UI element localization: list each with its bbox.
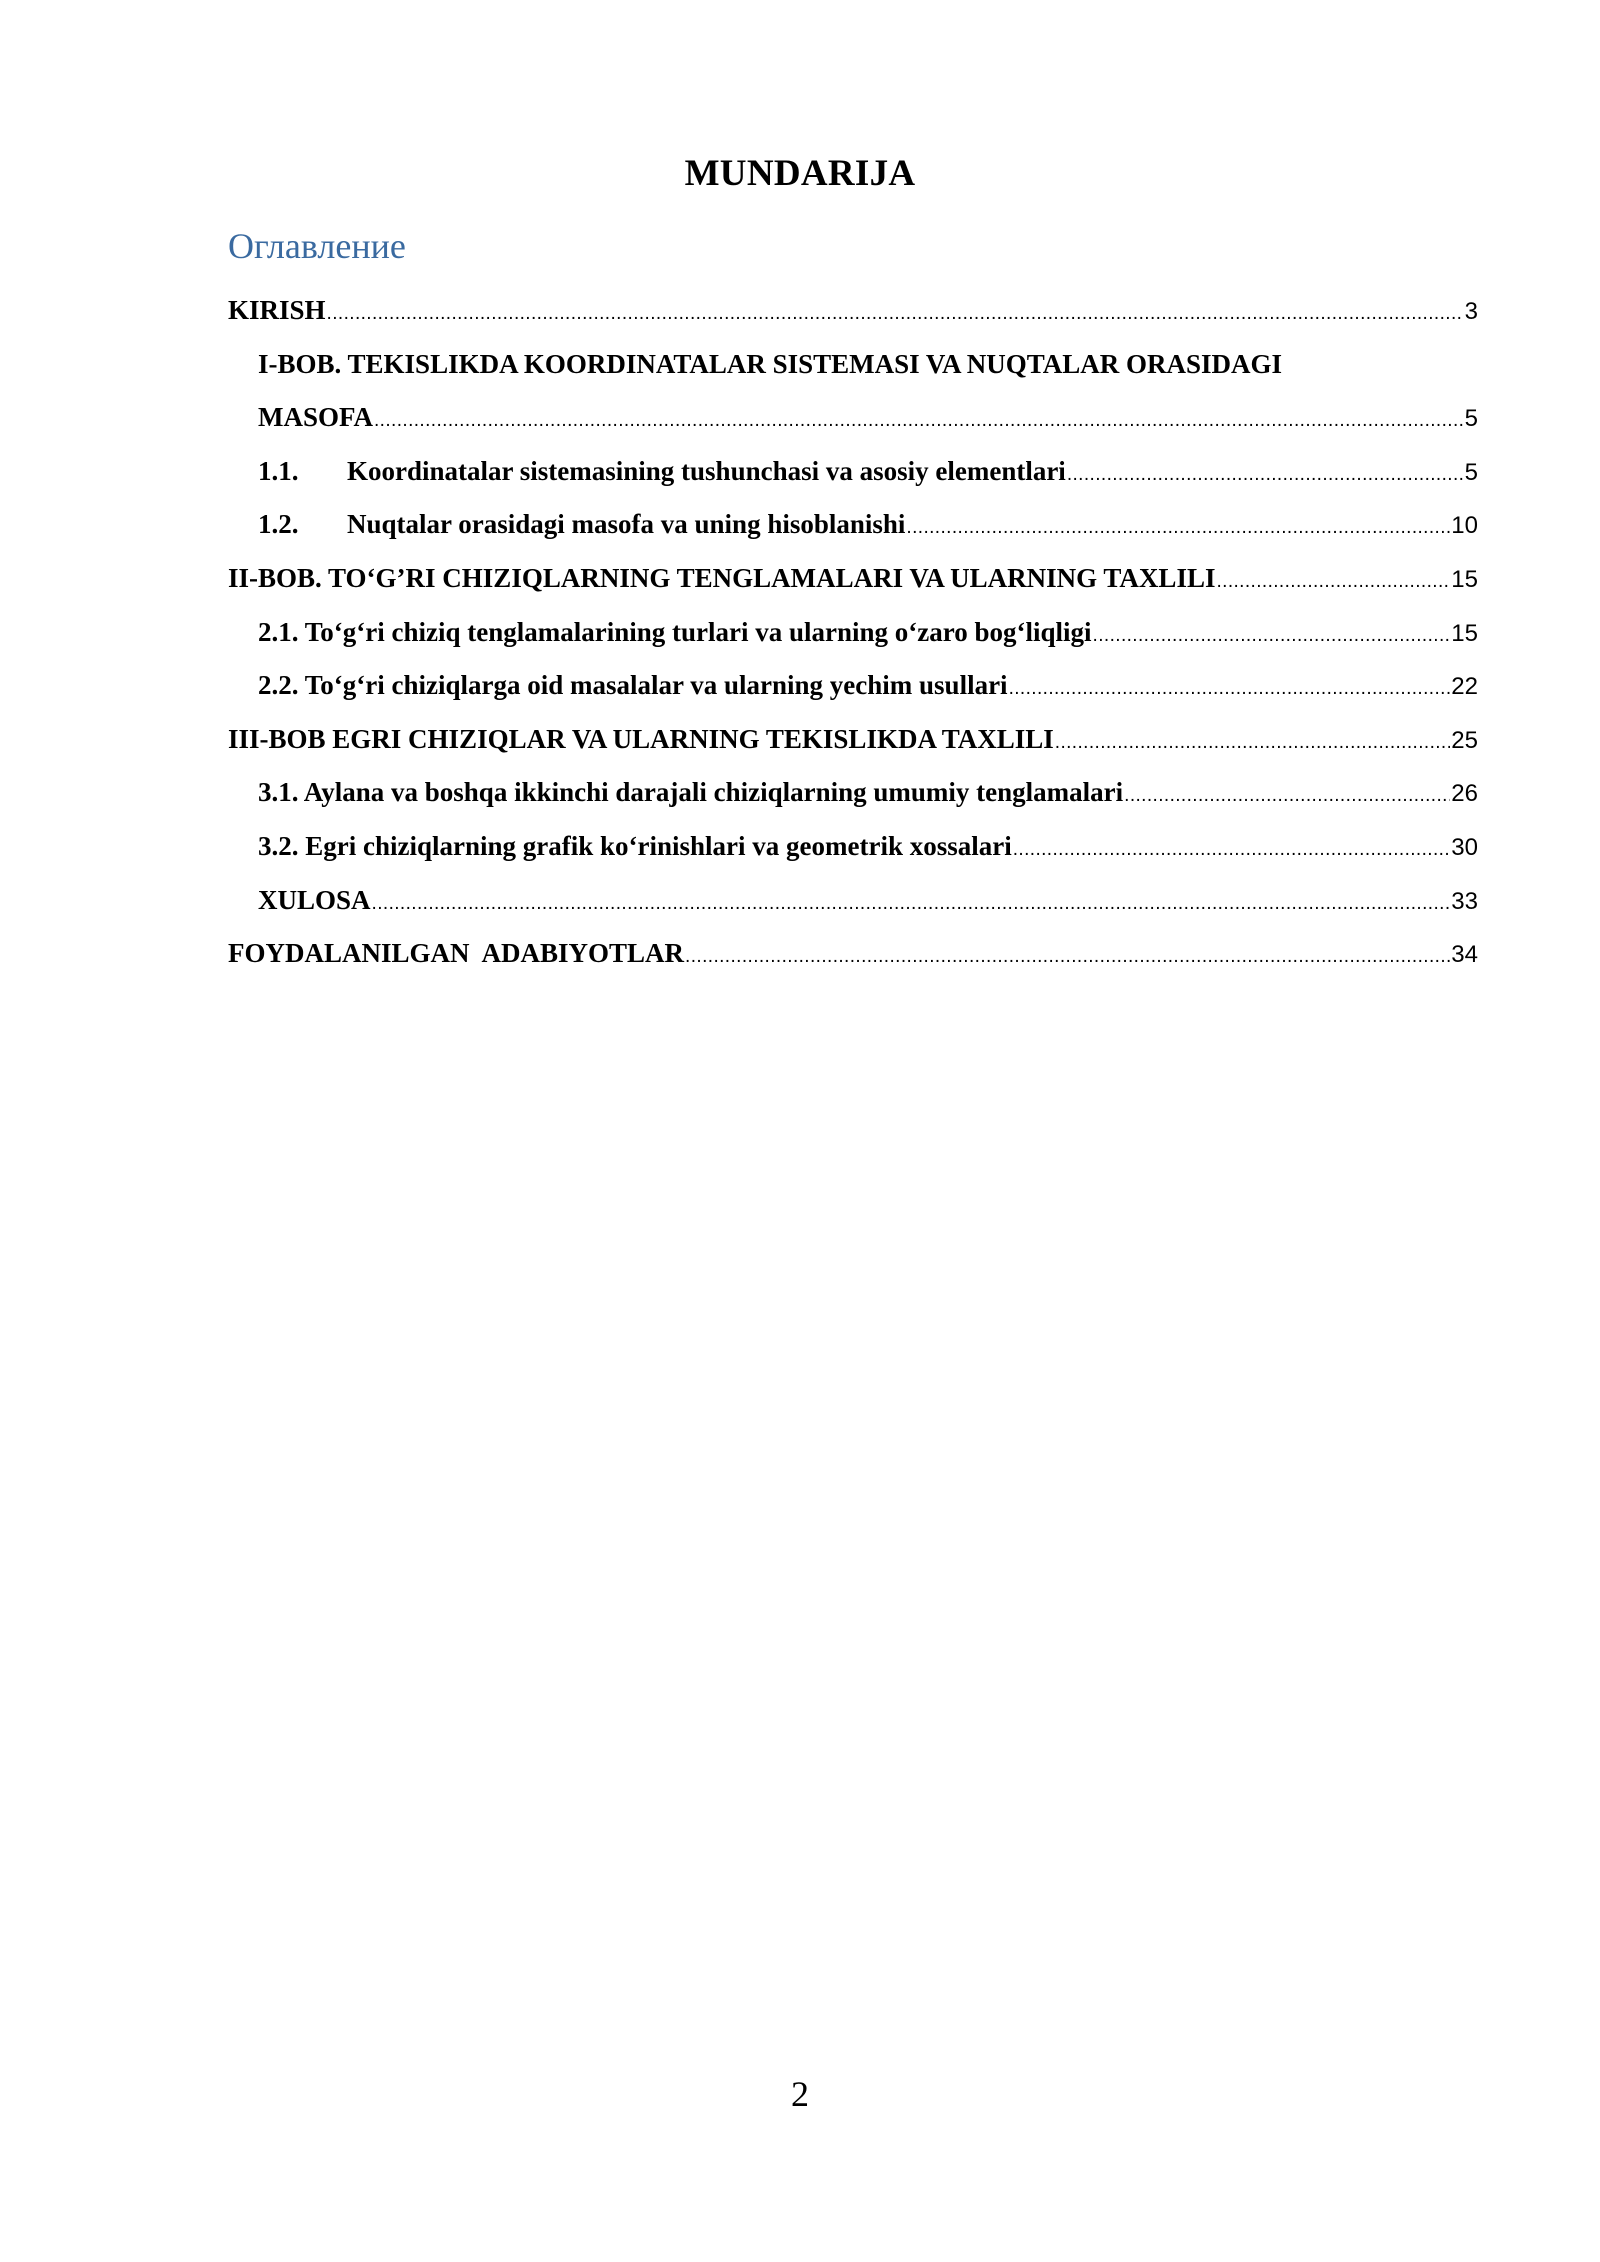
toc-entry-section-1-2[interactable] bbox=[228, 498, 1478, 552]
toc-dot-leader bbox=[374, 394, 1464, 448]
toc-dot-leader bbox=[372, 877, 1451, 931]
toc-entry-text: I-BOB. TEKISLIKDA KOORDINATALAR SISTEMASI VA NUQTALAR ORASIDAGI bbox=[258, 348, 1282, 379]
toc-entry-text: 3.1. Aylana va boshqa ikkinchi darajali chiziqlarning umumiy tenglamalari bbox=[258, 777, 1124, 808]
toc-page-number: 5 bbox=[1464, 458, 1478, 486]
toc-entry-section-3-2[interactable] bbox=[228, 820, 1478, 874]
toc-entry-text: 3.2. Egri chiziqlarning grafik ko‘rinishlari va geometrik xossalari bbox=[258, 830, 1012, 861]
toc-dot-leader bbox=[906, 501, 1450, 555]
toc-entry-label bbox=[258, 445, 1066, 499]
toc-section-number: 1.1. bbox=[258, 455, 299, 486]
toc-entry-section-2-2[interactable] bbox=[228, 659, 1478, 713]
toc-page-number: 15 bbox=[1451, 565, 1478, 593]
toc-page-number: 5 bbox=[1464, 405, 1478, 433]
toc-entry-references[interactable] bbox=[228, 927, 1478, 981]
toc-dot-leader bbox=[1013, 823, 1451, 877]
toc-entry-text: Nuqtalar orasidagi masofa va uning hisoblanishi bbox=[347, 509, 906, 540]
document-title: MUNDARIJA bbox=[684, 153, 916, 194]
toc-heading: Оглавление bbox=[228, 226, 406, 266]
toc-page-number: 33 bbox=[1451, 887, 1478, 915]
toc-dot-leader bbox=[685, 930, 1450, 984]
toc-entry-label bbox=[258, 498, 905, 552]
toc-section-number: 1.2. bbox=[258, 509, 299, 540]
toc-dot-leader bbox=[1124, 769, 1450, 823]
toc-entry-section-3-1[interactable] bbox=[228, 766, 1478, 820]
toc-entry-text: FOYDALANILGAN ADABIYOTLAR bbox=[228, 938, 685, 969]
toc-page-number: 25 bbox=[1451, 726, 1478, 754]
toc-dot-leader bbox=[1216, 555, 1450, 609]
table-of-contents bbox=[228, 284, 1478, 981]
toc-dot-leader bbox=[1067, 448, 1464, 502]
toc-entry-xulosa[interactable] bbox=[228, 874, 1478, 928]
toc-entry-text: XULOSA bbox=[258, 884, 371, 915]
toc-entry-text: 2.2. To‘g‘ri chiziqlarga oid masalalar va ularning yechim usullari bbox=[258, 670, 1008, 701]
toc-entry-text: KIRISH bbox=[228, 295, 326, 325]
toc-page-number: 22 bbox=[1451, 673, 1478, 701]
toc-entry-text: III-BOB EGRI CHIZIQLAR VA ULARNING TEKISLIKDA TAXLILI bbox=[228, 723, 1054, 754]
toc-entry-section-2-1[interactable] bbox=[228, 606, 1478, 660]
toc-dot-leader bbox=[1055, 716, 1451, 770]
toc-page-number: 34 bbox=[1451, 941, 1478, 969]
toc-page-number: 26 bbox=[1451, 780, 1478, 808]
toc-dot-leader bbox=[1093, 609, 1451, 663]
toc-page-number: 10 bbox=[1451, 512, 1478, 540]
toc-dot-leader bbox=[1009, 662, 1451, 716]
toc-entry-text: Koordinatalar sistemasining tushunchasi va asosiy elementlari bbox=[347, 455, 1066, 486]
toc-entry-kirish[interactable] bbox=[228, 284, 1478, 338]
toc-dot-leader bbox=[327, 287, 1464, 341]
toc-entry-text: MASOFA bbox=[258, 402, 373, 433]
toc-entry-chapter-1[interactable] bbox=[228, 338, 1478, 392]
toc-entry-chapter-2[interactable] bbox=[228, 552, 1478, 606]
toc-entry-chapter-1-continued[interactable] bbox=[228, 391, 1478, 445]
toc-entry-text: 2.1. To‘g‘ri chiziq tenglamalarining turlari va ularning o‘zaro bog‘liqligi bbox=[258, 616, 1092, 647]
toc-page-number: 3 bbox=[1464, 298, 1478, 325]
toc-page-number: 30 bbox=[1451, 833, 1478, 861]
toc-entry-text: II-BOB. TO‘G’RI CHIZIQLARNING TENGLAMALARI VA ULARNING TAXLILI bbox=[228, 562, 1216, 593]
toc-entry-section-1-1[interactable] bbox=[228, 445, 1478, 499]
toc-page-number: 15 bbox=[1451, 619, 1478, 647]
toc-entry-chapter-3[interactable] bbox=[228, 713, 1478, 767]
page-number: 2 bbox=[791, 2074, 809, 2114]
